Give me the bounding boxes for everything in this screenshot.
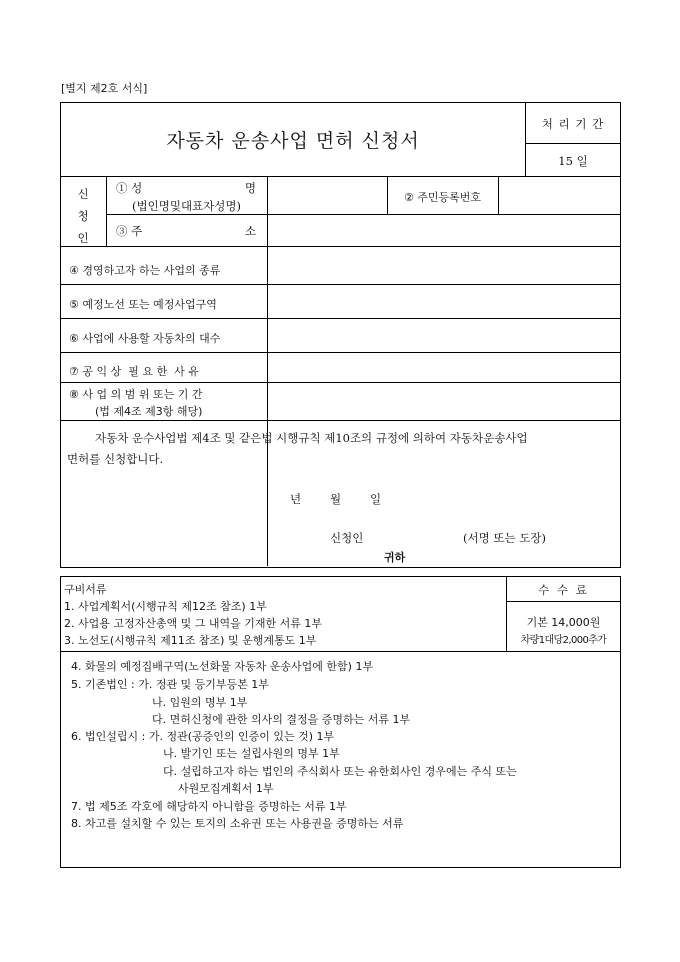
signature-note: (서명 또는 도장) [463, 531, 546, 545]
business-scope-label: ⑧ 사 업 의 범 위 또는 기 간 [69, 388, 203, 401]
document-item: 사원모집계획서 1부 [178, 782, 274, 795]
planned-route-label: ⑤ 예정노선 또는 예정사업구역 [69, 298, 217, 311]
document-item: 1. 사업계획서(시행규칙 제12조 참조) 1부 [64, 600, 267, 613]
applicant-side-label: 신 청 인 [77, 187, 89, 245]
fee-label: 수 수 료 [538, 583, 589, 597]
address-label: ③ 주 소 [116, 224, 256, 238]
public-interest-label: ⑦ 공 익 상 필 요 한 사 유 [69, 365, 199, 378]
documents-heading: 구비서류 [64, 583, 107, 596]
document-item: 6. 법인설립시 : 가. 정관(공증인의 인증이 있는 것) 1부 [71, 730, 335, 743]
document-item: 나. 임원의 명부 1부 [152, 696, 248, 709]
applicant-signer-label: 신청인 [330, 531, 364, 545]
business-type-value-cell[interactable] [268, 248, 618, 282]
fee-per-vehicle: 차량1대당2,000추가 [520, 635, 607, 646]
planned-route-value-cell[interactable] [268, 286, 618, 316]
declaration-line-2: 면허를 신청합니다. [67, 452, 164, 466]
resident-id-label: ② 주민등록번호 [403, 191, 482, 204]
address-value-cell[interactable] [268, 216, 618, 244]
resident-id-value-cell[interactable] [499, 180, 619, 212]
applicant-signature-field[interactable] [378, 526, 458, 546]
vehicle-count-label: ⑥ 사업에 사용할 자동차의 대수 [69, 332, 221, 345]
processing-period-label: 처 리 기 간 [541, 117, 605, 131]
business-type-label: ④ 경영하고자 하는 사업의 종류 [69, 264, 221, 277]
business-scope-sublabel: (법 제4조 제3항 해당) [95, 405, 203, 418]
business-scope-value-cell[interactable] [268, 384, 618, 418]
name-sub-label: (법인명및대표자성명) [132, 199, 241, 213]
processing-period-value: 15 일 [558, 154, 588, 168]
addressee-label: 귀하 [384, 551, 406, 564]
document-item: 5. 기존법인 : 가. 정관 및 등기부등본 1부 [71, 678, 269, 691]
document-item: 7. 법 제5조 각호에 해당하지 아니함을 증명하는 서류 1부 [71, 800, 347, 813]
public-interest-value-cell[interactable] [268, 354, 618, 380]
date-year-label: 년 [290, 492, 302, 506]
document-item: 다. 설립하고자 하는 법인의 주식회사 또는 유한회사인 경우에는 주식 또는 [163, 765, 517, 778]
declaration-line-1: 자동차 운수사업법 제4조 및 같은법 시행규칙 제10조의 규정에 의하여 자동차운송사업 [95, 431, 528, 445]
fee-basic: 기본 14,000원 [526, 616, 601, 629]
vehicle-count-value-cell[interactable] [268, 320, 618, 350]
page-title: 자동차 운송사업 면허 신청서 [166, 130, 420, 152]
form-label: [별지 제2호 서식] [61, 82, 148, 95]
document-item: 3. 노선도(시행규칙 제11조 참조) 및 운행계통도 1부 [64, 634, 317, 647]
document-item: 나. 발기인 또는 설립사원의 명부 1부 [163, 747, 340, 760]
document-item: 8. 차고를 설치할 수 있는 토지의 소유권 또는 사용권을 증명하는 서류 [71, 817, 404, 830]
document-item: 4. 화물의 예정집배구역(노선화물 자동차 운송사업에 한함) 1부 [71, 660, 374, 673]
document-item: 2. 사업용 고정자산총액 및 그 내역을 기재한 서류 1부 [64, 617, 322, 630]
name-value-cell[interactable] [268, 180, 386, 212]
date-month-label: 월 [330, 492, 342, 506]
name-label: ① 성 명 [116, 181, 256, 195]
date-day-label: 일 [370, 492, 382, 506]
document-item: 다. 면허신청에 관한 의사의 결정을 증명하는 서류 1부 [152, 713, 411, 726]
